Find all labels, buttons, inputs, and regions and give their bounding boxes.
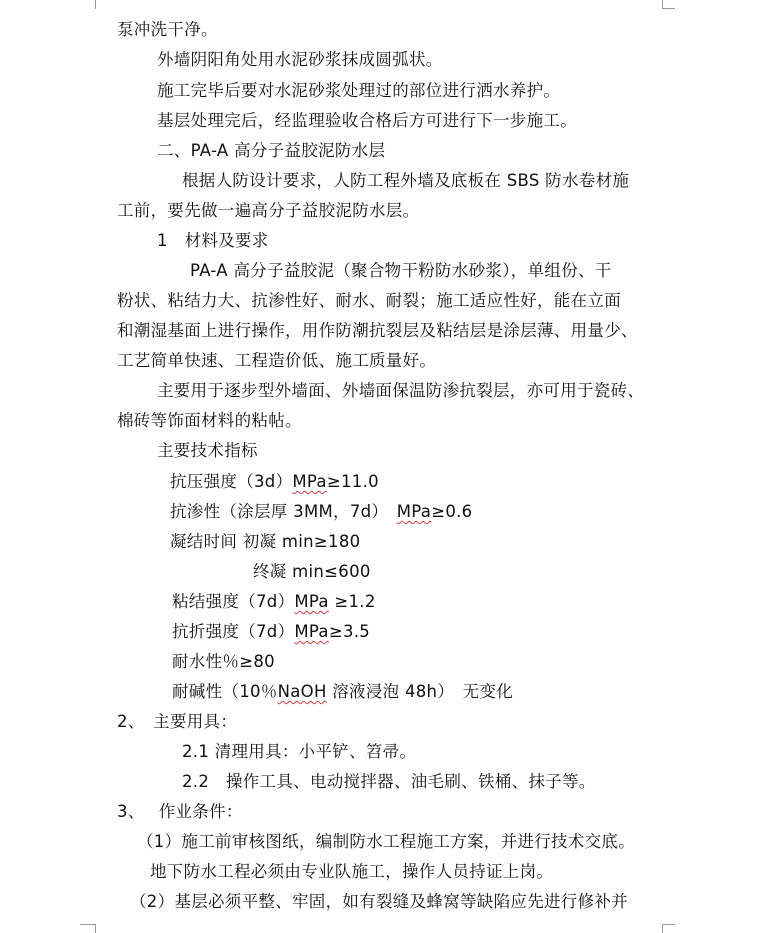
spec-bond-strength (172, 592, 376, 612)
list-item: （1）施工前审核图纸，编制防水工程施工方案，并进行技术交底。 (137, 832, 635, 851)
spec-label: 粘结强度（7d） (172, 592, 295, 611)
crop-mark-top-left-v (95, 0, 96, 9)
text-line: 棉砖等饰面材料的粘帖。 (117, 411, 302, 430)
spec-label: 抗折强度（7d） (172, 622, 295, 641)
spec-value: ≥0.6 (431, 502, 473, 521)
crop-mark-bottom-left-h (80, 924, 95, 925)
text-line: 工艺简单快速、工程造价低、施工质量好。 (117, 351, 437, 370)
subsection-heading: 主要技术指标 (157, 441, 258, 460)
section-heading: 2、 主要用具： (117, 712, 238, 731)
spec-flexural-strength (172, 622, 370, 642)
spec-compressive-strength (170, 472, 379, 492)
spec-label: 耐碱性（10％ (172, 682, 278, 701)
text-line: 和潮湿基面上进行操作，用作防潮抗裂层及粘结层是涂层薄、用量少、 (117, 321, 638, 340)
spec-unit: MPa (292, 472, 327, 491)
spec-unit: MPa (396, 502, 432, 521)
spec-unit: MPa (294, 592, 329, 611)
text-line: 地下防水工程必须由专业队施工，操作人员持证上岗。 (150, 862, 554, 881)
spec-unit: MPa (294, 622, 329, 641)
spec-setting-initial: 凝结时间 初凝 min≥180 (170, 532, 361, 551)
text-line: 基层处理完后，经监理验收合格后方可进行下一步施工。 (157, 111, 577, 130)
text-line: 工前，要先做一遍高分子益胶泥防水层。 (117, 201, 420, 220)
spec-value: ≥11.0 (326, 472, 379, 491)
text-line: 粉状、粘结力大、抗渗性好、耐水、耐裂；施工适应性好，能在立面 (117, 291, 621, 310)
spec-label: 抗渗性（涂层厚 3MM，7d） (170, 502, 397, 521)
list-item: 2.2 操作工具、电动搅拌器、油毛刷、铁桶、抹子等。 (182, 772, 596, 791)
spec-alkali-resistance (172, 682, 513, 702)
text-line: 施工完毕后要对水泥砂浆处理过的部位进行洒水养护。 (157, 81, 561, 100)
section-heading: 3、 作业条件： (117, 802, 243, 821)
spec-setting-final: 终凝 min≤600 (253, 562, 371, 581)
crop-mark-bottom-right-h (663, 924, 675, 925)
text-line: 泵冲洗干净。 (117, 20, 218, 39)
section-heading: 二、PA-A 高分子益胶泥防水层 (157, 141, 386, 160)
spec-value: 溶液浸泡 48h） 无变化 (326, 682, 514, 701)
spec-unit: NaOH (277, 682, 327, 701)
text-line: 根据人防设计要求，人防工程外墙及底板在 SBS 防水卷材施 (182, 171, 630, 190)
crop-mark-bottom-right-v (662, 924, 663, 933)
list-item: （2）基层必须平整、牢固，如有裂缝及蜂窝等缺陷应先进行修补并 (130, 892, 628, 911)
spec-water-resistance: 耐水性％≥80 (172, 652, 275, 671)
spec-value: ≥3.5 (328, 622, 371, 641)
text-line: 外墙阴阳角处用水泥砂浆抹成圆弧状。 (157, 50, 443, 69)
text-line: PA-A 高分子益胶泥（聚合物干粉防水砂浆），单组份、干 (190, 261, 612, 280)
text-line: 主要用于逐步型外墙面、外墙面保温防渗抗裂层，亦可用于瓷砖、 (157, 381, 645, 400)
crop-mark-bottom-left-v (95, 924, 96, 933)
subsection-heading: 1 材料及要求 (157, 231, 269, 250)
list-item: 2.1 清理用具：小平铲、笤帚。 (182, 742, 417, 761)
crop-mark-top-right-h (663, 8, 675, 9)
spec-value: ≥1.2 (328, 592, 376, 611)
spec-impermeability (170, 502, 472, 522)
spec-label: 抗压强度（3d） (170, 472, 293, 491)
